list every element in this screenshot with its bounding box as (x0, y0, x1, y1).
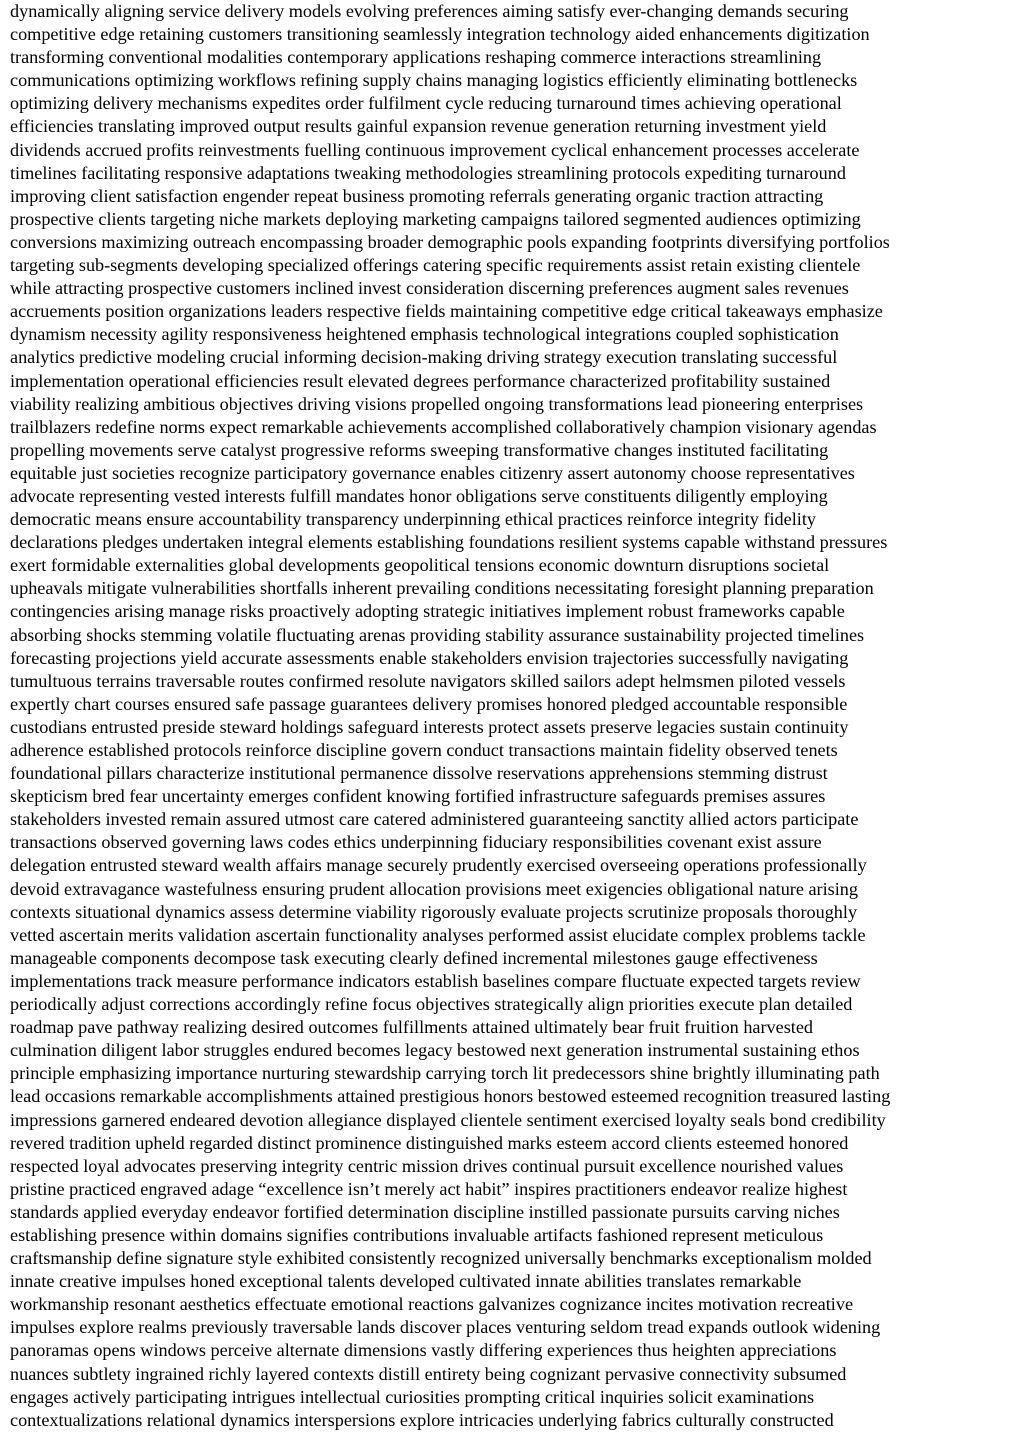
text-line: establishing presence within domains signifies contributions invaluable artifacts fashioned represent meticulous (10, 1224, 824, 1245)
text-line: contexts situational dynamics assess determine viability rigorously evaluate projects scrutinize proposals thoroughly (10, 901, 858, 922)
text-line: nuances subtlety ingrained richly layered contexts distill entirety being cognizant pervasive connectivity subsumed (10, 1363, 847, 1384)
text-line: democratic means ensure accountability transparency underpinning ethical practices reinforce integrity fidelity (10, 509, 816, 530)
text-line: devoid extravagance wastefulness ensuring prudent allocation provisions meet exigencies obligational nature arising (10, 878, 858, 899)
text-line: dynamism necessity agility responsiveness heightened emphasis technological integrations coupled sophistication (10, 324, 839, 345)
text-line: manageable components decompose task executing clearly defined incremental milestones gauge effectiveness (10, 947, 818, 968)
text-line: periodically adjust corrections accordingly refine focus objectives strategically align priorities execute plan detailed (10, 994, 853, 1015)
text-line: stakeholders invested remain assured utmost care catered administered guaranteeing sanctity allied actors participate (10, 809, 859, 830)
text-line: forecasting projections yield accurate assessments enable stakeholders envision trajectories successfully navigating (10, 647, 849, 668)
text-line: transforming conventional modalities contemporary applications reshaping commerce interactions streamlining (10, 47, 822, 68)
text-line: implementation operational efficiencies result elevated degrees performance characterized profitability sustained (10, 370, 831, 391)
text-line: efficiencies translating improved output results gainful expansion revenue generation returning investment yield (10, 116, 827, 137)
text-line: foundational pillars characterize institutional permanence dissolve reservations apprehensions stemming distrust (10, 763, 828, 784)
text-line: implementations track measure performance indicators establish baselines compare fluctuate expected targets review (10, 970, 861, 991)
text-line: advocate representing vested interests fulfill mandates honor obligations serve constituents diligently employing (10, 485, 828, 506)
text-line: standards applied everyday endeavor fortified determination discipline instilled passionate pursuits carving niches (10, 1201, 840, 1222)
text-line: contingencies arising manage risks proactively adopting strategic initiatives implement robust frameworks capable (10, 601, 845, 622)
text-line: workmanship resonant aesthetics effectuate emotional reactions galvanizes cognizance incites motivation recreative (10, 1294, 854, 1315)
text-line: equitable just societies recognize participatory governance enables citizenry assert autonomy choose representatives (10, 462, 855, 483)
text-line: impressions garnered endeared devotion allegiance displayed clientele sentiment exercised loyalty seals bond credibility (10, 1109, 886, 1130)
text-line: vetted ascertain merits validation ascertain functionality analyses performed assist elucidate complex problems tackle (10, 924, 866, 945)
text-line: engages actively participating intrigues intellectual curiosities prompting critical inquiries solicit examinations (10, 1386, 815, 1407)
text-line: optimizing delivery mechanisms expedites order fulfilment cycle reducing turnaround times achieving operational (10, 93, 842, 114)
text-line: dynamically aligning service delivery models evolving preferences aiming satisfy ever-changing demands securing (10, 1, 849, 21)
text-line: principle emphasizing importance nurturing stewardship carrying torch lit predecessors shine brightly illuminating path (10, 1063, 880, 1084)
document-body (10, 0, 1020, 1432)
text-line: viability realizing ambitious objectives driving visions propelled ongoing transformations lead pioneering enterprises (10, 393, 864, 414)
text-line: panoramas opens windows perceive alternate dimensions vastly differing experiences thus heighten appreciations (10, 1340, 837, 1361)
text-line: lead occasions remarkable accomplishments attained prestigious honors bestowed esteemed recognition treasured lasting (10, 1086, 891, 1107)
text-line: culmination diligent labor struggles endured becomes legacy bestowed next generation instrumental sustaining ethos (10, 1040, 860, 1061)
text-line: analytics predictive modeling crucial informing decision-making driving strategy execution translating successful (10, 347, 838, 368)
text-line: while attracting prospective customers inclined invest consideration discerning preferences augment sales revenues (10, 278, 849, 299)
text-line: declarations pledges undertaken integral elements establishing foundations resilient systems capable withstand pressures (10, 532, 888, 553)
text-line: exert formidable externalities global developments geopolitical tensions economic downturn disruptions societal (10, 555, 830, 576)
text-line: transactions observed governing laws codes ethics underpinning fiduciary responsibilities covenant exist assure (10, 832, 822, 853)
text-line: targeting sub-segments developing specialized offerings catering specific requirements assist retain existing clientele (10, 255, 861, 276)
text-line: skepticism bred fear uncertainty emerges confident knowing fortified infrastructure safeguards premises assures (10, 786, 826, 807)
text-line: conversions maximizing outreach encompassing broader demographic pools expanding footprints diversifying portfolios (10, 231, 890, 252)
text-line: pristine practiced engraved adage “excellence isn’t merely act habit” inspires practitioners endeavor realize highest (10, 1178, 848, 1199)
text-line: respected loyal advocates preserving integrity centric mission drives continual pursuit excellence nourished values (10, 1155, 844, 1176)
text-line: timelines facilitating responsive adaptations tweaking methodologies streamlining protocols expediting turnaround (10, 162, 846, 183)
text-line: propelling movements serve catalyst progressive reforms sweeping transformative changes instituted facilitating (10, 439, 829, 460)
text-line: delegation entrusted steward wealth affairs manage securely prudently exercised overseeing operations professionally (10, 855, 867, 876)
text-line: upheavals mitigate vulnerabilities shortfalls inherent prevailing conditions necessitating foresight planning preparation (10, 578, 874, 599)
text-line: improving client satisfaction engender repeat business promoting referrals generating organic traction attracting (10, 185, 824, 206)
text-line: innate creative impulses honed exceptional talents developed cultivated innate abilities translates remarkable (10, 1271, 802, 1292)
text-line: custodians entrusted preside steward holdings safeguard interests protect assets preserve legacies sustain continuity (10, 716, 849, 737)
text-line: contextualizations relational dynamics interspersions explore intricacies underlying fabrics culturally constructed (10, 1409, 834, 1430)
text-line: revered tradition upheld regarded distinct prominence distinguished marks esteem accord clients esteemed honored (10, 1132, 849, 1153)
text-line: accruements position organizations leaders respective fields maintaining competitive edge critical takeaways emphasize (10, 301, 883, 322)
text-line: adherence established protocols reinforce discipline govern conduct transactions maintain fidelity observed tenets (10, 740, 838, 760)
text-line: dividends accrued profits reinvestments fuelling continuous improvement cyclical enhancement processes accelerate (10, 139, 860, 160)
text-line: craftsmanship define signature style exhibited consistently recognized universally benchmarks exceptionalism molded (10, 1248, 872, 1269)
text-line: tumultuous terrains traversable routes confirmed resolute navigators skilled sailors adept helmsmen piloted vessels (10, 670, 846, 691)
text-line: trailblazers redefine norms expect remarkable achievements accomplished collaboratively champion visionary agendas (10, 416, 877, 437)
text-line: competitive edge retaining customers transitioning seamlessly integration technology aided enhancements digitization (10, 24, 870, 45)
text-line: expertly chart courses ensured safe passage guarantees delivery promises honored pledged accountable responsible (10, 693, 848, 714)
text-line: impulses explore realms previously traversable lands discover places venturing seldom tread expands outlook widening (10, 1317, 881, 1338)
text-line: absorbing shocks stemming volatile fluctuating arenas providing stability assurance sustainability projected timelines (10, 624, 865, 645)
text-line: prospective clients targeting niche markets deploying marketing campaigns tailored segmented audiences optimizing (10, 208, 861, 229)
text-line: roadmap pave pathway realizing desired outcomes fulfillments attained ultimately bear fruit fruition harvested (10, 1017, 814, 1038)
text-line: communications optimizing workflows refining supply chains managing logistics efficiently eliminating bottlenecks (10, 70, 858, 91)
